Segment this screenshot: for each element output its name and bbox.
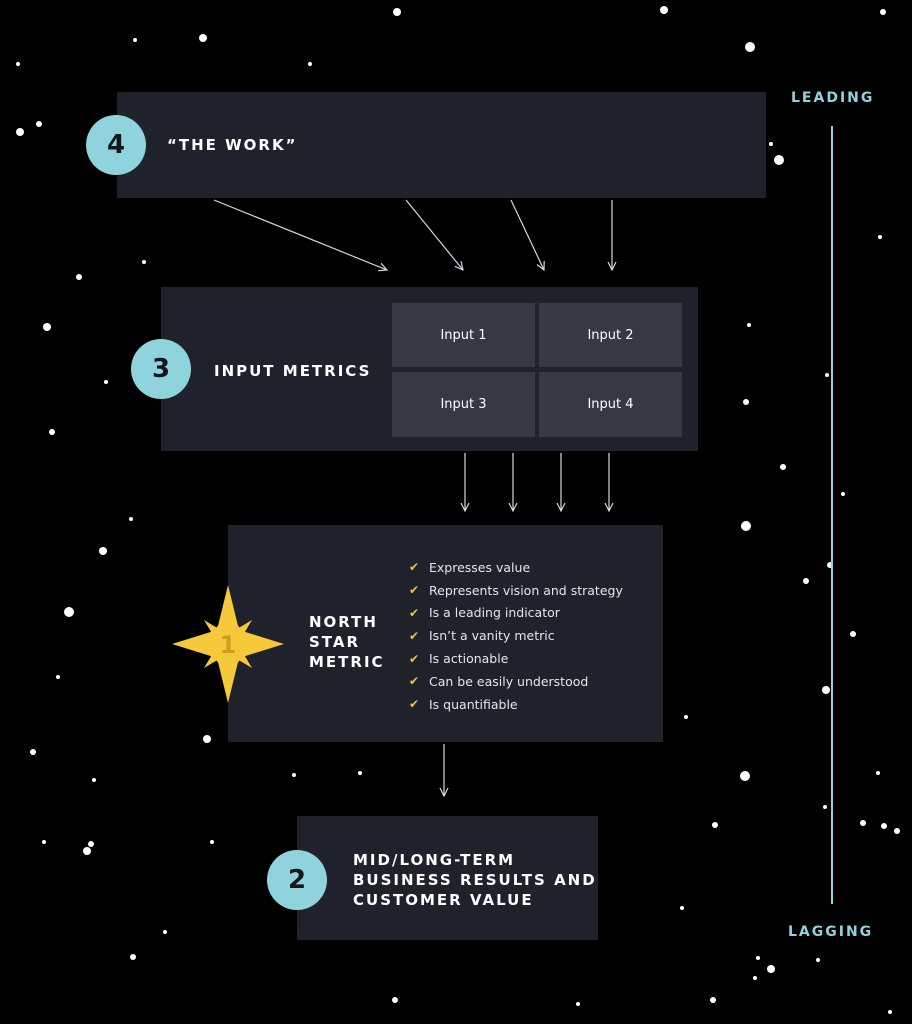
background-star xyxy=(308,62,312,66)
background-star xyxy=(743,399,749,405)
background-star xyxy=(99,547,107,555)
leading-label: LEADING xyxy=(791,90,875,106)
step-3-badge: 3 xyxy=(131,339,191,399)
input-2-cell: Input 2 xyxy=(539,303,682,367)
background-star xyxy=(163,930,167,934)
input-3-cell: Input 3 xyxy=(392,372,535,437)
checkmark-icon: ✔ xyxy=(409,674,420,689)
step-2-badge: 2 xyxy=(267,850,327,910)
background-star xyxy=(210,840,214,844)
background-star xyxy=(30,749,36,755)
the-work-title: “THE WORK” xyxy=(167,136,298,154)
leading-lagging-scale-line xyxy=(831,126,833,904)
criteria-item xyxy=(409,624,623,647)
background-star xyxy=(823,805,827,809)
background-star xyxy=(769,142,773,146)
checkmark-icon: ✔ xyxy=(409,605,420,620)
background-star xyxy=(56,675,60,679)
background-star xyxy=(83,847,91,855)
background-star xyxy=(712,822,718,828)
background-star xyxy=(104,380,108,384)
input-4-cell: Input 4 xyxy=(539,372,682,437)
background-star xyxy=(881,823,887,829)
criteria-label: Expresses value xyxy=(429,559,531,575)
background-star xyxy=(129,517,133,521)
step-4-badge: 4 xyxy=(86,115,146,175)
checkmark-icon: ✔ xyxy=(409,583,420,598)
background-star xyxy=(576,1002,580,1006)
lagging-label: LAGGING xyxy=(788,924,874,940)
background-star xyxy=(745,42,755,52)
background-star xyxy=(740,771,750,781)
background-star xyxy=(42,840,46,844)
criteria-label: Represents vision and strategy xyxy=(429,582,623,598)
business-results-title-line-3: CUSTOMER VALUE xyxy=(353,891,534,909)
north-star-title-line-3: METRIC xyxy=(309,653,385,671)
background-star xyxy=(393,8,401,16)
background-star xyxy=(878,235,882,239)
business-results-title-line-2: BUSINESS RESULTS AND xyxy=(353,871,597,889)
background-star xyxy=(803,578,809,584)
background-star xyxy=(816,958,820,962)
north-star-title xyxy=(309,612,385,672)
criteria-item xyxy=(409,647,623,670)
background-star xyxy=(358,771,362,775)
criteria-item xyxy=(409,579,623,602)
criteria-item xyxy=(409,602,623,625)
checkmark-icon: ✔ xyxy=(409,560,420,575)
background-star xyxy=(130,954,136,960)
background-star xyxy=(88,841,94,847)
north-star-icon xyxy=(170,585,286,703)
background-star xyxy=(36,121,42,127)
background-star xyxy=(92,778,96,782)
background-star xyxy=(860,820,866,826)
background-star xyxy=(16,62,20,66)
background-star xyxy=(894,828,900,834)
background-star xyxy=(876,771,880,775)
business-results-title xyxy=(353,850,597,910)
input-metrics-title: INPUT METRICS xyxy=(214,362,372,380)
background-star xyxy=(292,773,296,777)
background-star xyxy=(780,464,786,470)
background-star xyxy=(710,997,716,1003)
background-star xyxy=(49,429,55,435)
criteria-item xyxy=(409,693,623,716)
criteria-item xyxy=(409,670,623,693)
background-star xyxy=(133,38,137,42)
north-star-title-line-2: STAR xyxy=(309,633,361,651)
criteria-label: Is actionable xyxy=(429,651,509,667)
north-star-criteria-list xyxy=(409,556,623,716)
background-star xyxy=(841,492,845,496)
criteria-label: Is quantifiable xyxy=(429,696,518,712)
background-star xyxy=(43,323,51,331)
background-star xyxy=(753,976,757,980)
criteria-label: Can be easily understood xyxy=(429,673,589,689)
background-star xyxy=(880,9,886,15)
background-star xyxy=(767,965,775,973)
background-star xyxy=(660,6,668,14)
background-star xyxy=(774,155,784,165)
background-star xyxy=(888,1010,892,1014)
background-star xyxy=(680,906,684,910)
background-star xyxy=(825,373,829,377)
background-star xyxy=(747,323,751,327)
background-star xyxy=(142,260,146,264)
background-star xyxy=(203,735,211,743)
background-star xyxy=(392,997,398,1003)
background-star xyxy=(850,631,856,637)
background-star xyxy=(684,715,688,719)
background-star xyxy=(76,274,82,280)
background-star xyxy=(16,128,24,136)
background-star xyxy=(822,686,830,694)
north-star-title-line-1: NORTH xyxy=(309,613,378,631)
criteria-item xyxy=(409,556,623,579)
background-star xyxy=(756,956,760,960)
background-star xyxy=(741,521,751,531)
background-star xyxy=(64,607,74,617)
business-results-title-line-1: MID/LONG-TERM xyxy=(353,851,516,869)
criteria-label: Is a leading indicator xyxy=(429,605,560,621)
background-star xyxy=(199,34,207,42)
criteria-label: Isn’t a vanity metric xyxy=(429,628,555,644)
checkmark-icon: ✔ xyxy=(409,651,420,666)
input-1-cell: Input 1 xyxy=(392,303,535,367)
checkmark-icon: ✔ xyxy=(409,628,420,643)
checkmark-icon: ✔ xyxy=(409,697,420,712)
step-1-number: 1 xyxy=(219,631,237,659)
